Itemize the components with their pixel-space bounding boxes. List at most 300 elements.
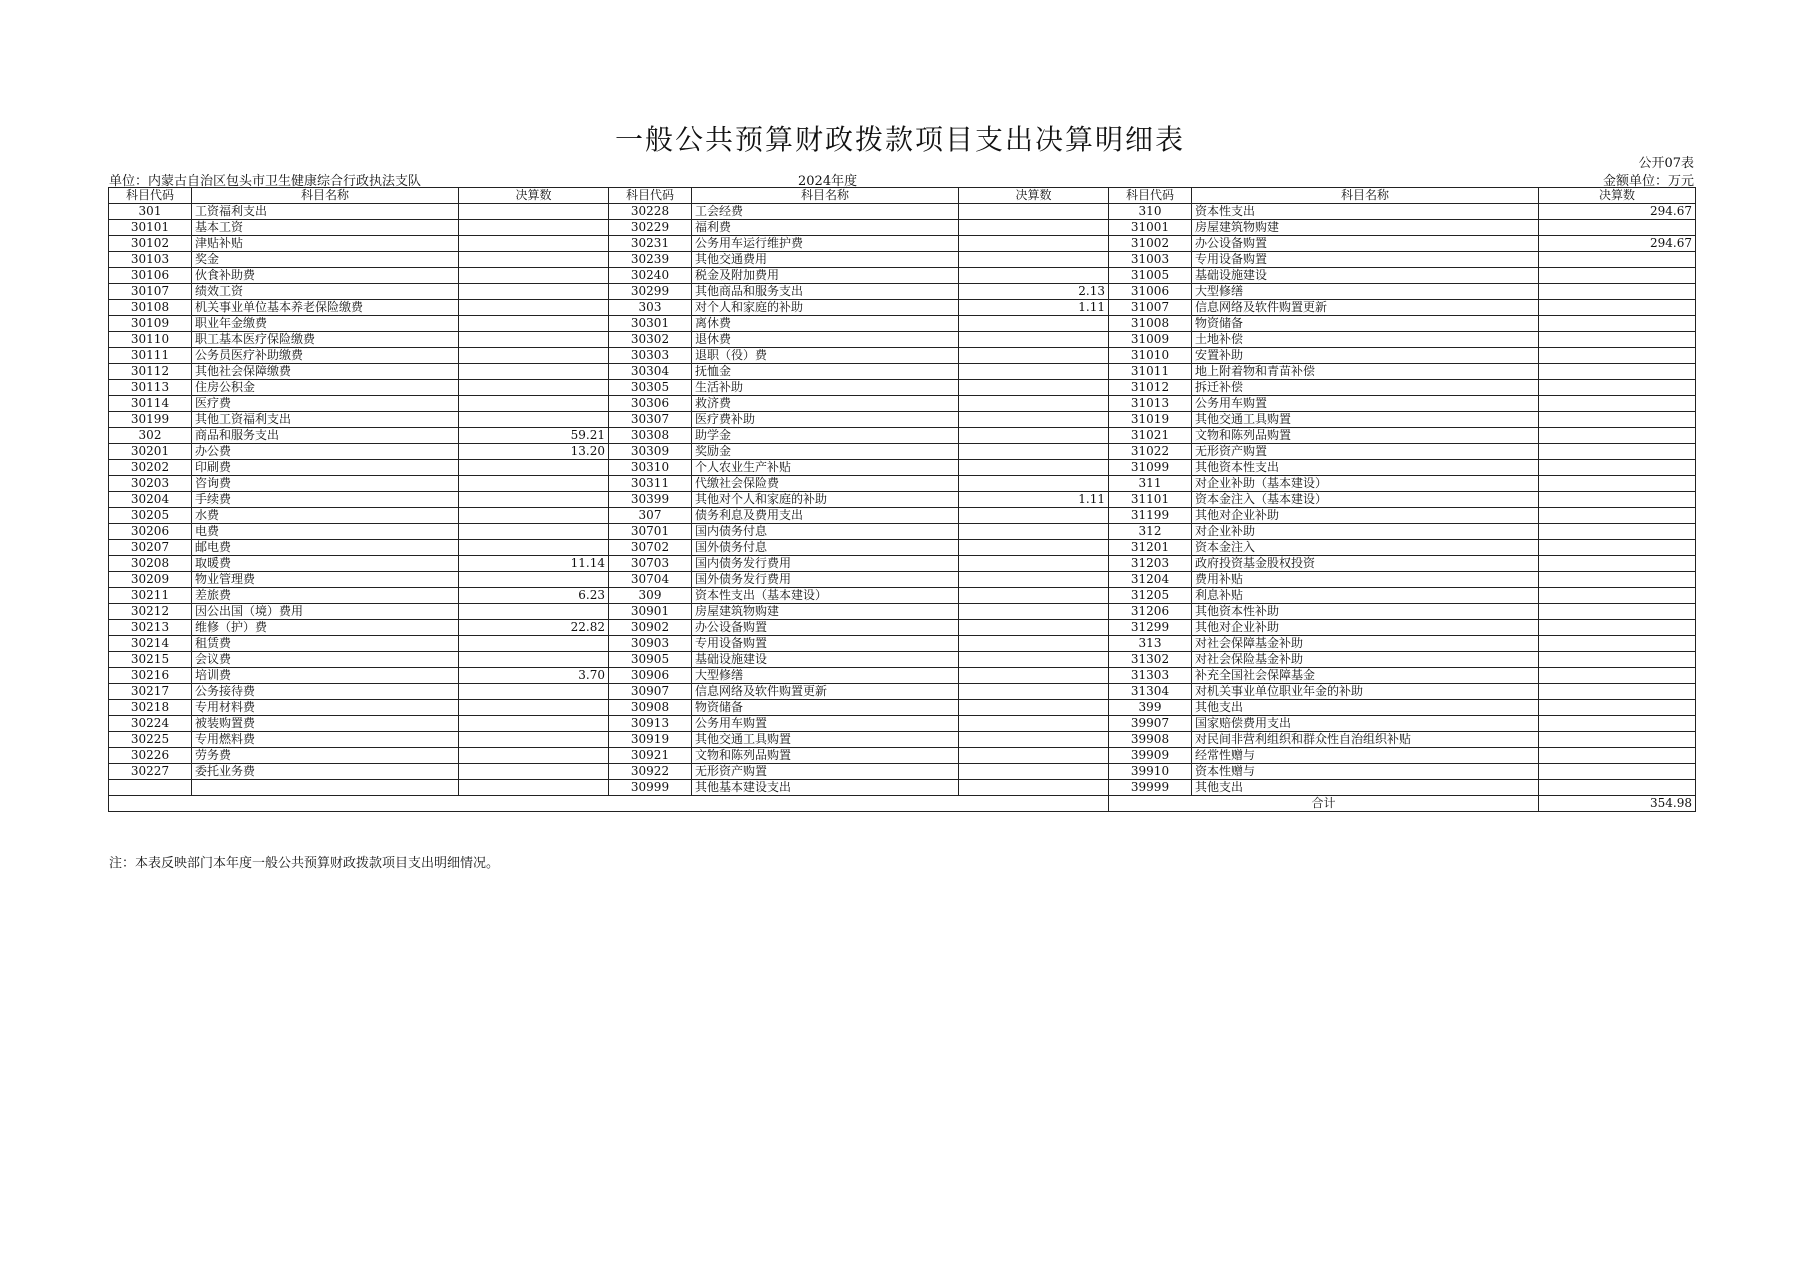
subject-code-cell: 30202 — [109, 460, 192, 476]
amount-cell — [1539, 428, 1696, 444]
amount-cell — [1539, 460, 1696, 476]
subject-name-cell: 基础设施建设 — [692, 652, 959, 668]
amount-cell — [959, 732, 1109, 748]
amount-cell — [459, 764, 609, 780]
amount-cell — [459, 380, 609, 396]
header-cell: 决算数 — [1539, 188, 1696, 204]
amount-cell — [459, 716, 609, 732]
subject-code-cell: 30919 — [609, 732, 692, 748]
amount-cell — [959, 716, 1109, 732]
table-row — [109, 476, 1696, 492]
subject-name-cell: 补充全国社会保障基金 — [1192, 668, 1539, 684]
subject-code-cell: 30208 — [109, 556, 192, 572]
subject-code-cell: 311 — [1109, 476, 1192, 492]
table-row — [109, 236, 1696, 252]
subject-name-cell: 对企业补助（基本建设） — [1192, 476, 1539, 492]
subject-code-cell: 30199 — [109, 412, 192, 428]
subject-code-cell: 30999 — [609, 780, 692, 796]
subject-code-cell: 30218 — [109, 700, 192, 716]
subject-code-cell: 31205 — [1109, 588, 1192, 604]
amount-cell — [959, 460, 1109, 476]
table-row — [109, 700, 1696, 716]
subject-name-cell: 公务员医疗补助缴费 — [192, 348, 459, 364]
subject-name-cell: 津贴补贴 — [192, 236, 459, 252]
subject-name-cell: 机关事业单位基本养老保险缴费 — [192, 300, 459, 316]
expenditure-table — [108, 187, 1696, 812]
subject-name-cell: 拆迁补偿 — [1192, 380, 1539, 396]
table-row — [109, 316, 1696, 332]
amount-cell — [959, 780, 1109, 796]
amount-cell — [459, 300, 609, 316]
subject-name-cell: 救济费 — [692, 396, 959, 412]
subject-name-cell: 资本性支出（基本建设） — [692, 588, 959, 604]
subject-code-cell: 30303 — [609, 348, 692, 364]
subject-name-cell: 公务用车购置 — [692, 716, 959, 732]
amount-cell — [459, 348, 609, 364]
subject-code-cell: 31199 — [1109, 508, 1192, 524]
amount-cell: 294.67 — [1539, 236, 1696, 252]
subject-name-cell: 资本性赠与 — [1192, 764, 1539, 780]
subject-code-cell: 399 — [1109, 700, 1192, 716]
amount-cell: 1.11 — [959, 300, 1109, 316]
amount-cell — [959, 236, 1109, 252]
subject-code-cell: 30239 — [609, 252, 692, 268]
table-row — [109, 540, 1696, 556]
table-row — [109, 204, 1696, 220]
subject-code-cell: 31019 — [1109, 412, 1192, 428]
subject-code-cell: 30102 — [109, 236, 192, 252]
subject-name-cell: 公务用车运行维护费 — [692, 236, 959, 252]
table-row — [109, 252, 1696, 268]
subject-name-cell: 其他交通费用 — [692, 252, 959, 268]
subject-name-cell: 物资储备 — [692, 700, 959, 716]
subject-name-cell: 其他工资福利支出 — [192, 412, 459, 428]
table-row — [109, 636, 1696, 652]
amount-cell — [959, 412, 1109, 428]
money-unit-label: 金额单位：万元 — [1602, 174, 1694, 189]
amount-cell — [459, 524, 609, 540]
amount-cell — [459, 492, 609, 508]
subject-code-cell: 30203 — [109, 476, 192, 492]
subject-code-cell — [109, 780, 192, 796]
amount-cell — [959, 332, 1109, 348]
subject-code-cell: 30216 — [109, 668, 192, 684]
subject-name-cell: 福利费 — [692, 220, 959, 236]
amount-cell — [1539, 332, 1696, 348]
subject-code-cell: 31007 — [1109, 300, 1192, 316]
amount-cell — [1539, 268, 1696, 284]
subject-name-cell: 债务利息及费用支出 — [692, 508, 959, 524]
header-cell: 决算数 — [459, 188, 609, 204]
amount-cell — [459, 220, 609, 236]
table-row — [109, 412, 1696, 428]
subject-code-cell: 302 — [109, 428, 192, 444]
subject-name-cell: 其他对企业补助 — [1192, 620, 1539, 636]
subject-code-cell: 31013 — [1109, 396, 1192, 412]
subject-name-cell: 对机关事业单位职业年金的补助 — [1192, 684, 1539, 700]
subject-name-cell: 咨询费 — [192, 476, 459, 492]
subject-code-cell: 30299 — [609, 284, 692, 300]
header-cell: 科目名称 — [1192, 188, 1539, 204]
amount-cell — [959, 380, 1109, 396]
amount-cell — [959, 220, 1109, 236]
amount-cell — [459, 332, 609, 348]
subject-code-cell: 30201 — [109, 444, 192, 460]
subject-name-cell: 工会经费 — [692, 204, 959, 220]
subject-name-cell: 费用补贴 — [1192, 572, 1539, 588]
amount-cell — [1539, 588, 1696, 604]
subject-name-cell: 取暖费 — [192, 556, 459, 572]
amount-cell — [459, 572, 609, 588]
form-number: 公开07表 — [1638, 156, 1694, 171]
subject-code-cell: 31201 — [1109, 540, 1192, 556]
amount-cell: 1.11 — [959, 492, 1109, 508]
amount-cell — [1539, 396, 1696, 412]
year-label: 2024年度 — [798, 174, 858, 189]
amount-cell — [1539, 524, 1696, 540]
subject-name-cell: 医疗费 — [192, 396, 459, 412]
table-row — [109, 428, 1696, 444]
header-cell: 科目名称 — [692, 188, 959, 204]
subject-name-cell: 电费 — [192, 524, 459, 540]
subject-code-cell: 30212 — [109, 604, 192, 620]
subject-name-cell: 手续费 — [192, 492, 459, 508]
subject-name-cell: 利息补贴 — [1192, 588, 1539, 604]
subject-name-cell: 劳务费 — [192, 748, 459, 764]
subject-code-cell: 30306 — [609, 396, 692, 412]
amount-cell — [1539, 636, 1696, 652]
table-row — [109, 588, 1696, 604]
subject-code-cell: 310 — [1109, 204, 1192, 220]
amount-cell — [1539, 380, 1696, 396]
subject-name-cell: 地上附着物和青苗补偿 — [1192, 364, 1539, 380]
amount-cell — [1539, 316, 1696, 332]
subject-name-cell: 其他交通工具购置 — [692, 732, 959, 748]
subject-name-cell: 退职（役）费 — [692, 348, 959, 364]
amount-cell — [459, 204, 609, 220]
amount-cell — [459, 236, 609, 252]
subject-code-cell: 30309 — [609, 444, 692, 460]
subject-code-cell: 301 — [109, 204, 192, 220]
amount-cell — [1539, 540, 1696, 556]
subject-code-cell: 30228 — [609, 204, 692, 220]
subject-code-cell: 30204 — [109, 492, 192, 508]
amount-cell — [1539, 412, 1696, 428]
subject-name-cell: 安置补助 — [1192, 348, 1539, 364]
subject-code-cell: 31101 — [1109, 492, 1192, 508]
footnote: 注：本表反映部门本年度一般公共预算财政拨款项目支出明细情况。 — [109, 856, 500, 871]
subject-code-cell: 30310 — [609, 460, 692, 476]
total-value: 354.98 — [1539, 796, 1696, 812]
subject-code-cell: 30302 — [609, 332, 692, 348]
subject-name-cell: 助学金 — [692, 428, 959, 444]
subject-code-cell: 30901 — [609, 604, 692, 620]
subject-name-cell: 其他支出 — [1192, 700, 1539, 716]
subject-name-cell: 医疗费补助 — [692, 412, 959, 428]
amount-cell — [459, 508, 609, 524]
amount-cell — [459, 540, 609, 556]
subject-name-cell: 工资福利支出 — [192, 204, 459, 220]
table-row — [109, 380, 1696, 396]
subject-name-cell: 基础设施建设 — [1192, 268, 1539, 284]
amount-cell — [959, 556, 1109, 572]
subject-code-cell: 30206 — [109, 524, 192, 540]
amount-cell — [959, 748, 1109, 764]
table-row — [109, 652, 1696, 668]
amount-cell — [959, 604, 1109, 620]
amount-cell — [459, 252, 609, 268]
amount-cell — [1539, 780, 1696, 796]
table-row — [109, 604, 1696, 620]
subject-code-cell: 31010 — [1109, 348, 1192, 364]
amount-cell: 13.20 — [459, 444, 609, 460]
amount-cell — [1539, 604, 1696, 620]
subject-code-cell: 30921 — [609, 748, 692, 764]
header-row — [109, 188, 1696, 204]
subject-name-cell: 资本性支出 — [1192, 204, 1539, 220]
amount-cell — [959, 364, 1109, 380]
subject-name-cell: 专用材料费 — [192, 700, 459, 716]
subject-name-cell: 其他交通工具购置 — [1192, 412, 1539, 428]
amount-cell — [959, 636, 1109, 652]
subject-code-cell: 30399 — [609, 492, 692, 508]
subject-code-cell: 30215 — [109, 652, 192, 668]
subject-name-cell: 住房公积金 — [192, 380, 459, 396]
subject-code-cell: 31001 — [1109, 220, 1192, 236]
total-label: 合计 — [1109, 796, 1539, 812]
header-cell: 科目代码 — [109, 188, 192, 204]
subject-code-cell: 30308 — [609, 428, 692, 444]
subject-code-cell: 30305 — [609, 380, 692, 396]
subject-name-cell: 奖金 — [192, 252, 459, 268]
subject-name-cell: 差旅费 — [192, 588, 459, 604]
subject-code-cell: 31099 — [1109, 460, 1192, 476]
subject-code-cell: 30111 — [109, 348, 192, 364]
subject-name-cell: 其他对企业补助 — [1192, 508, 1539, 524]
subject-name-cell: 物业管理费 — [192, 572, 459, 588]
subject-code-cell: 30231 — [609, 236, 692, 252]
amount-cell — [959, 508, 1109, 524]
subject-name-cell: 经常性赠与 — [1192, 748, 1539, 764]
amount-cell — [459, 396, 609, 412]
amount-cell — [1539, 492, 1696, 508]
subject-name-cell: 水费 — [192, 508, 459, 524]
subject-name-cell: 政府投资基金股权投资 — [1192, 556, 1539, 572]
subject-code-cell: 39909 — [1109, 748, 1192, 764]
table-row — [109, 444, 1696, 460]
amount-cell — [459, 732, 609, 748]
table-row — [109, 780, 1696, 796]
table-row — [109, 716, 1696, 732]
subject-name-cell: 代缴社会保险费 — [692, 476, 959, 492]
subject-code-cell: 30922 — [609, 764, 692, 780]
subject-name-cell: 邮电费 — [192, 540, 459, 556]
subject-code-cell: 30702 — [609, 540, 692, 556]
header-cell: 决算数 — [959, 188, 1109, 204]
amount-cell — [959, 588, 1109, 604]
subject-name-cell: 文物和陈列品购置 — [692, 748, 959, 764]
subject-code-cell: 30226 — [109, 748, 192, 764]
subject-name-cell: 办公设备购置 — [1192, 236, 1539, 252]
subject-name-cell: 因公出国（境）费用 — [192, 604, 459, 620]
subject-code-cell: 31204 — [1109, 572, 1192, 588]
subject-code-cell: 30224 — [109, 716, 192, 732]
amount-cell — [959, 396, 1109, 412]
amount-cell — [1539, 684, 1696, 700]
subject-name-cell: 对个人和家庭的补助 — [692, 300, 959, 316]
header-cell: 科目名称 — [192, 188, 459, 204]
amount-cell: 22.82 — [459, 620, 609, 636]
subject-name-cell: 国外债务发行费用 — [692, 572, 959, 588]
amount-cell — [459, 780, 609, 796]
subject-code-cell: 30704 — [609, 572, 692, 588]
amount-cell — [1539, 476, 1696, 492]
subject-name-cell: 办公设备购置 — [692, 620, 959, 636]
subject-code-cell: 30109 — [109, 316, 192, 332]
amount-cell — [459, 604, 609, 620]
subject-name-cell: 对企业补助 — [1192, 524, 1539, 540]
subject-code-cell: 31302 — [1109, 652, 1192, 668]
amount-cell — [959, 268, 1109, 284]
subject-name-cell: 国内债务付息 — [692, 524, 959, 540]
subject-name-cell: 职业年金缴费 — [192, 316, 459, 332]
amount-cell — [459, 316, 609, 332]
amount-cell — [459, 684, 609, 700]
subject-code-cell: 313 — [1109, 636, 1192, 652]
table-row — [109, 348, 1696, 364]
amount-cell — [1539, 620, 1696, 636]
subject-code-cell: 309 — [609, 588, 692, 604]
subject-name-cell: 信息网络及软件购置更新 — [1192, 300, 1539, 316]
amount-cell — [959, 316, 1109, 332]
amount-cell: 59.21 — [459, 428, 609, 444]
subject-name-cell: 商品和服务支出 — [192, 428, 459, 444]
table-row — [109, 764, 1696, 780]
subject-code-cell: 30225 — [109, 732, 192, 748]
subject-name-cell: 办公费 — [192, 444, 459, 460]
subject-code-cell: 30213 — [109, 620, 192, 636]
subject-code-cell: 303 — [609, 300, 692, 316]
subject-code-cell: 30906 — [609, 668, 692, 684]
subject-name-cell: 无形资产购置 — [1192, 444, 1539, 460]
subject-code-cell: 31021 — [1109, 428, 1192, 444]
subject-code-cell: 30209 — [109, 572, 192, 588]
amount-cell — [959, 652, 1109, 668]
table-row — [109, 556, 1696, 572]
table-row — [109, 732, 1696, 748]
amount-cell — [959, 620, 1109, 636]
page-title: 一般公共预算财政拨款项目支出决算明细表 — [614, 123, 1185, 156]
table-row — [109, 524, 1696, 540]
amount-cell — [459, 364, 609, 380]
amount-cell — [959, 524, 1109, 540]
subject-name-cell: 物资储备 — [1192, 316, 1539, 332]
amount-cell — [959, 764, 1109, 780]
amount-cell: 11.14 — [459, 556, 609, 572]
table-row — [109, 748, 1696, 764]
subject-code-cell: 30110 — [109, 332, 192, 348]
subject-name-cell: 文物和陈列品购置 — [1192, 428, 1539, 444]
amount-cell — [459, 284, 609, 300]
subject-code-cell: 30106 — [109, 268, 192, 284]
subject-code-cell: 30311 — [609, 476, 692, 492]
subject-code-cell: 30107 — [109, 284, 192, 300]
subject-code-cell: 39907 — [1109, 716, 1192, 732]
subject-name-cell: 其他对个人和家庭的补助 — [692, 492, 959, 508]
subject-code-cell: 30703 — [609, 556, 692, 572]
amount-cell — [959, 204, 1109, 220]
amount-cell — [1539, 252, 1696, 268]
subject-code-cell: 307 — [609, 508, 692, 524]
subject-code-cell: 31006 — [1109, 284, 1192, 300]
amount-cell — [959, 700, 1109, 716]
subject-name-cell: 公务接待费 — [192, 684, 459, 700]
subject-code-cell: 31304 — [1109, 684, 1192, 700]
subject-name-cell: 其他支出 — [1192, 780, 1539, 796]
subject-name-cell: 对社会保险基金补助 — [1192, 652, 1539, 668]
subject-name-cell: 会议费 — [192, 652, 459, 668]
amount-cell — [459, 412, 609, 428]
table-row — [109, 620, 1696, 636]
amount-cell — [1539, 732, 1696, 748]
amount-cell — [1539, 556, 1696, 572]
subject-code-cell: 31005 — [1109, 268, 1192, 284]
subject-code-cell: 30101 — [109, 220, 192, 236]
amount-cell — [959, 348, 1109, 364]
table-row — [109, 492, 1696, 508]
subject-name-cell: 退休费 — [692, 332, 959, 348]
subject-name-cell: 国家赔偿费用支出 — [1192, 716, 1539, 732]
subject-code-cell: 39910 — [1109, 764, 1192, 780]
table-row — [109, 268, 1696, 284]
subject-code-cell: 31203 — [1109, 556, 1192, 572]
subject-code-cell: 31008 — [1109, 316, 1192, 332]
subject-name-cell: 离休费 — [692, 316, 959, 332]
amount-cell — [459, 748, 609, 764]
amount-cell — [959, 476, 1109, 492]
amount-cell — [459, 476, 609, 492]
subject-code-cell: 30307 — [609, 412, 692, 428]
table-row — [109, 460, 1696, 476]
subject-code-cell: 30913 — [609, 716, 692, 732]
amount-cell — [1539, 444, 1696, 460]
table-row — [109, 332, 1696, 348]
subject-name-cell: 委托业务费 — [192, 764, 459, 780]
table-row — [109, 396, 1696, 412]
subject-name-cell: 被装购置费 — [192, 716, 459, 732]
subject-name-cell: 专用燃料费 — [192, 732, 459, 748]
amount-cell — [959, 252, 1109, 268]
subject-name-cell: 印刷费 — [192, 460, 459, 476]
subject-code-cell: 30304 — [609, 364, 692, 380]
subject-name-cell — [192, 780, 459, 796]
amount-cell — [959, 540, 1109, 556]
subject-name-cell: 其他社会保障缴费 — [192, 364, 459, 380]
amount-cell — [959, 684, 1109, 700]
subject-code-cell: 30211 — [109, 588, 192, 604]
subject-code-cell: 39999 — [1109, 780, 1192, 796]
subject-name-cell: 对民间非营利组织和群众性自治组织补贴 — [1192, 732, 1539, 748]
subject-name-cell: 基本工资 — [192, 220, 459, 236]
subject-code-cell: 30907 — [609, 684, 692, 700]
subject-name-cell: 土地补偿 — [1192, 332, 1539, 348]
subject-name-cell: 抚恤金 — [692, 364, 959, 380]
amount-cell — [959, 428, 1109, 444]
amount-cell — [1539, 716, 1696, 732]
table-row — [109, 364, 1696, 380]
subject-name-cell: 生活补助 — [692, 380, 959, 396]
subject-code-cell: 30207 — [109, 540, 192, 556]
